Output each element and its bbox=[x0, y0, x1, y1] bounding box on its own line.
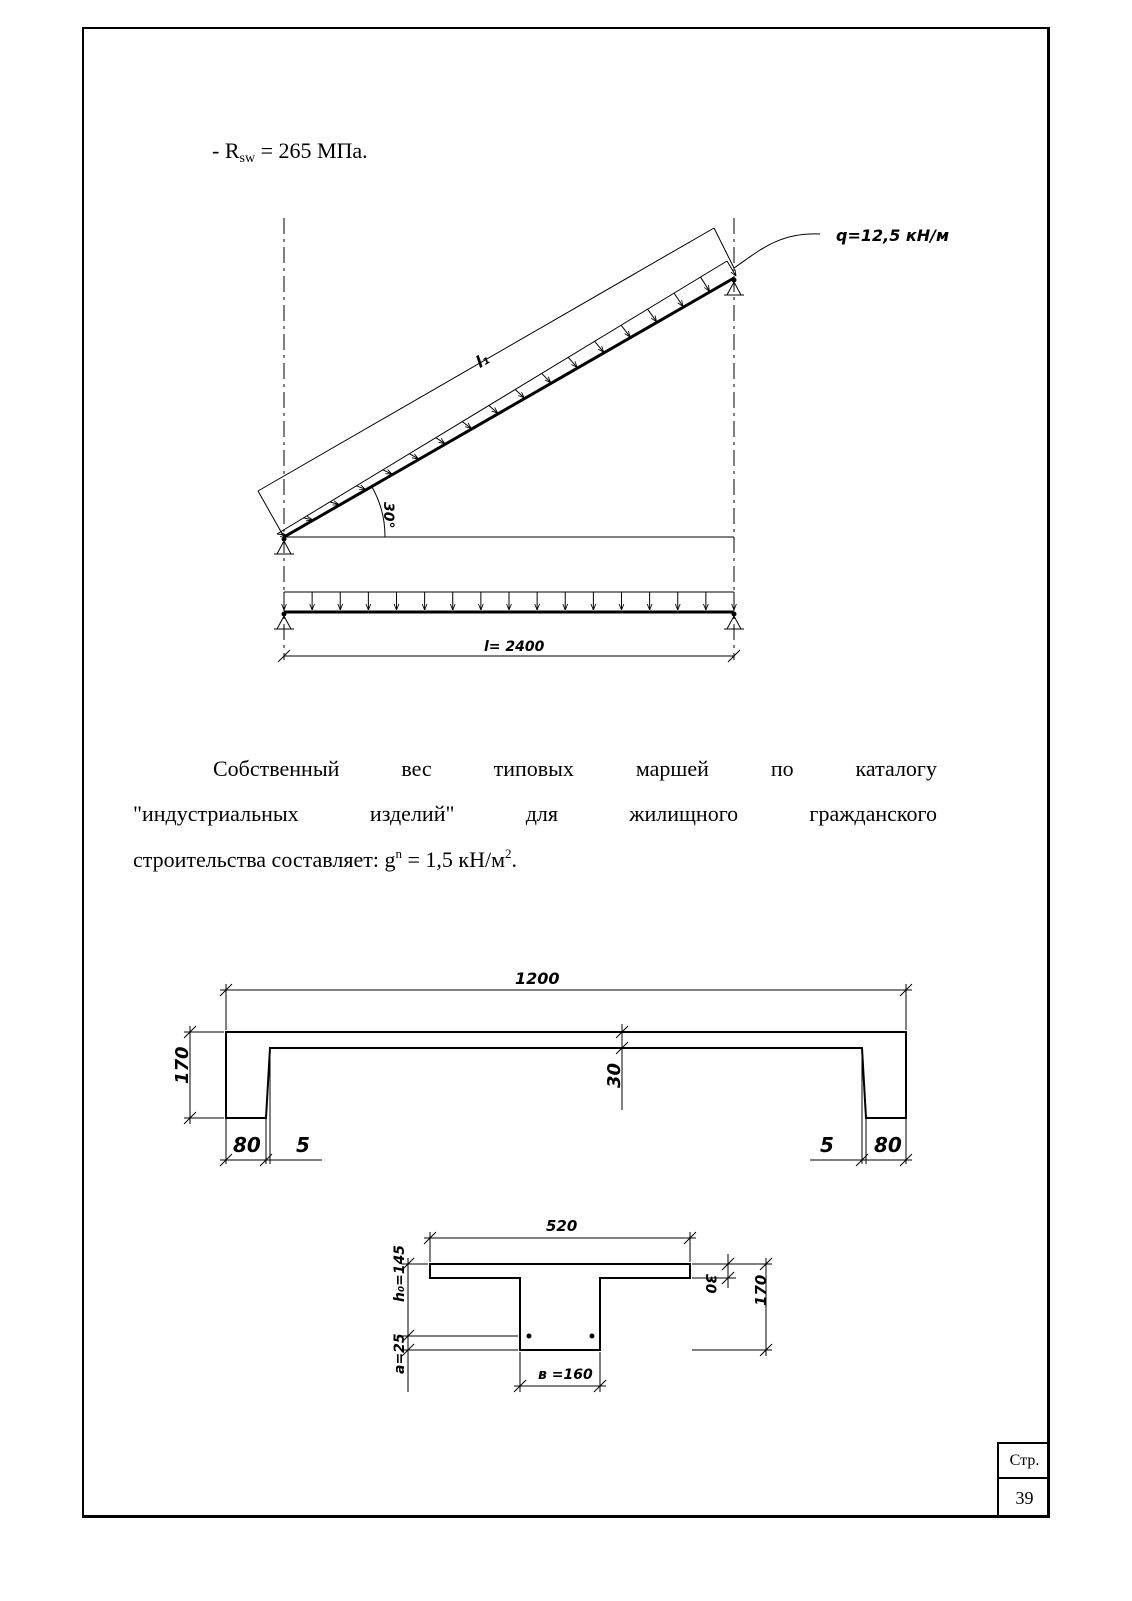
t-a-label: a=25 bbox=[392, 1333, 408, 1374]
page-label: Стр. bbox=[999, 1444, 1050, 1479]
inclined-load-arrow bbox=[674, 293, 683, 306]
inclined-load-arrow bbox=[436, 438, 445, 444]
rsw-line: - $R_{sw} = 265$ МПа. bbox=[212, 138, 368, 166]
right-rib-label: 80 bbox=[874, 1133, 902, 1157]
inclined-load-arrow bbox=[356, 486, 365, 489]
flange-thickness-label: 30 bbox=[604, 1062, 625, 1088]
load-label: q=12,5 кН/м bbox=[836, 226, 950, 245]
left-rib-label: 80 bbox=[233, 1133, 261, 1157]
inclined-load-arrow bbox=[648, 309, 657, 322]
line2-word: гражданского bbox=[809, 801, 937, 826]
t-h0-label: h₀=145 bbox=[392, 1244, 408, 1302]
angle-label: 30° bbox=[380, 502, 396, 529]
load-envelope bbox=[277, 261, 727, 534]
right-gap-label: 5 bbox=[820, 1133, 834, 1157]
paragraph-line-1 bbox=[133, 758, 937, 780]
inclined-load-arrow bbox=[621, 325, 630, 337]
inclined-load-arrow bbox=[409, 454, 418, 459]
section-width-label: 1200 bbox=[515, 969, 560, 988]
section-outline bbox=[226, 1032, 906, 1118]
length-label: l= 2400 bbox=[484, 639, 545, 655]
t-width-label: 520 bbox=[546, 1217, 578, 1235]
t-height-label: 170 bbox=[752, 1274, 770, 1306]
page-number: 39 bbox=[1015, 1488, 1034, 1508]
line1-word: по bbox=[770, 756, 794, 781]
line1-word: маршей bbox=[635, 756, 709, 781]
inclined-load-arrow bbox=[701, 277, 710, 291]
line1-word: типовых bbox=[493, 756, 574, 781]
inclined-load-arrow bbox=[462, 422, 471, 429]
line2-word: "индустриальных bbox=[133, 801, 299, 826]
section-height-label: 170 bbox=[172, 1046, 193, 1084]
inclined-beam bbox=[284, 278, 734, 537]
line1-word: вес bbox=[401, 756, 432, 781]
page-number-box bbox=[997, 1442, 1050, 1518]
inclined-load-arrow bbox=[489, 406, 498, 414]
rebar-right bbox=[590, 1334, 594, 1338]
inclined-load-arrow bbox=[383, 470, 392, 474]
horizontal-load-arrows bbox=[284, 592, 734, 610]
t-flange-label: 30 bbox=[702, 1274, 718, 1294]
line1-word: Собственный bbox=[213, 756, 340, 781]
left-gap-label: 5 bbox=[296, 1133, 310, 1157]
line2-word: для bbox=[525, 801, 558, 826]
paragraph-line-2 bbox=[133, 803, 937, 825]
line2-word: изделий" bbox=[369, 801, 455, 826]
inclined-load-arrow bbox=[303, 518, 312, 520]
inclined-load-arrow bbox=[568, 357, 577, 367]
t-b-label: в =160 bbox=[538, 1367, 593, 1383]
paragraph-line-3: строительства составляет: $g^n = 1,5$ $кН/м^2$. bbox=[133, 846, 517, 872]
inclined-load-arrow bbox=[330, 502, 339, 505]
span-l1-label: l₁ bbox=[472, 348, 493, 372]
t-section-outline bbox=[430, 1264, 690, 1350]
line1-word: каталогу bbox=[855, 756, 937, 781]
stair-scheme-diagram bbox=[258, 218, 820, 660]
line2-word: жилищного bbox=[629, 801, 739, 826]
inclined-load-arrow bbox=[515, 389, 524, 397]
longitudinal-section-diagram bbox=[184, 984, 912, 1166]
inclined-load-arrows bbox=[277, 261, 736, 535]
load-leader bbox=[734, 234, 820, 268]
inclined-load-arrow bbox=[542, 373, 551, 382]
inclined-load-arrow bbox=[595, 341, 604, 352]
rebar-left bbox=[527, 1334, 531, 1338]
inclined-load-arrow bbox=[277, 534, 286, 535]
